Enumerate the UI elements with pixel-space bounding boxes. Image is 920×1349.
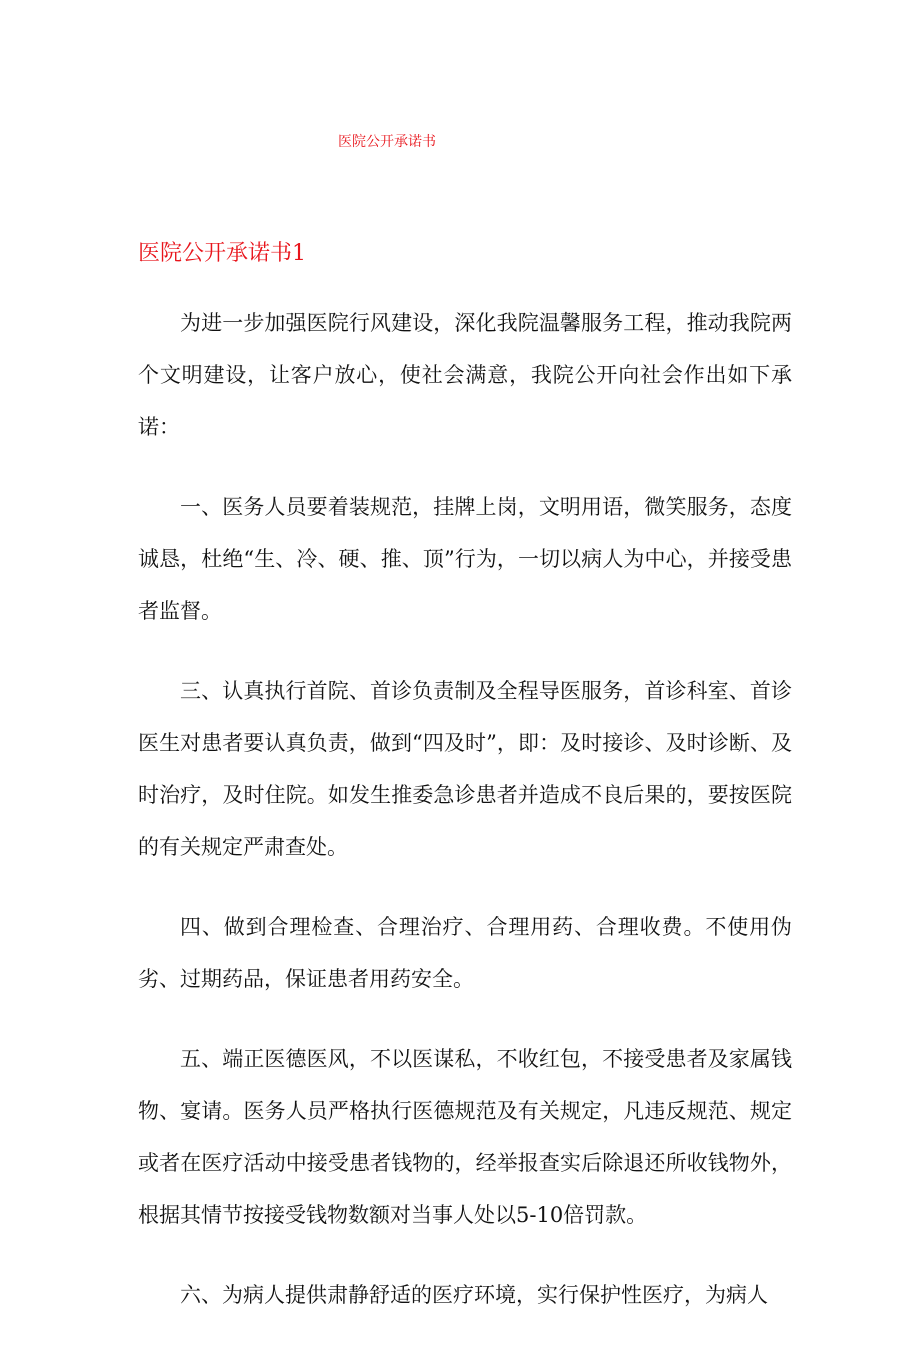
- paragraph-item-4: 四、做到合理检查、合理治疗、合理用药、合理收费。不使用伪劣、过期药品，保证患者用药安全。: [138, 915, 792, 991]
- section-title: 医院公开承诺书1: [138, 241, 306, 266]
- header-title: 医院公开承诺书: [338, 134, 436, 150]
- paragraph-item-6: 六、为病人提供肃静舒适的医疗环境，实行保护性医疗，为病人: [180, 1283, 768, 1307]
- document-body: [138, 297, 792, 1349]
- paragraph-intro: 为进一步加强医院行风建设，深化我院温馨服务工程，推动我院两个文明建设，让客户放心，使社会满意，我院公开向社会作出如下承诺：: [138, 311, 792, 439]
- paragraph-item-3: 三、认真执行首院、首诊负责制及全程导医服务，首诊科室、首诊医生对患者要认真负责，做到“四及时”，即：及时接诊、及时诊断、及时治疗，及时住院。如发生推委急诊患者并造成不良后果的，要按医院的有关规定严肃查处。: [138, 679, 792, 859]
- paragraph-item-5: 五、端正医德医风，不以医谋私，不收红包，不接受患者及家属钱物、宴请。医务人员严格执行医德规范及有关规定，凡违反规范、规定或者在医疗活动中接受患者钱物的，经举报查实后除退还所收钱物外，根据其情节按接受钱物数额对当事人处以5-10倍罚款。: [138, 1047, 792, 1227]
- paragraph-item-1: 一、医务人员要着装规范，挂牌上岗，文明用语，微笑服务，态度诚恳，杜绝“生、冷、硬、推、顶”行为，一切以病人为中心，并接受患者监督。: [138, 495, 792, 623]
